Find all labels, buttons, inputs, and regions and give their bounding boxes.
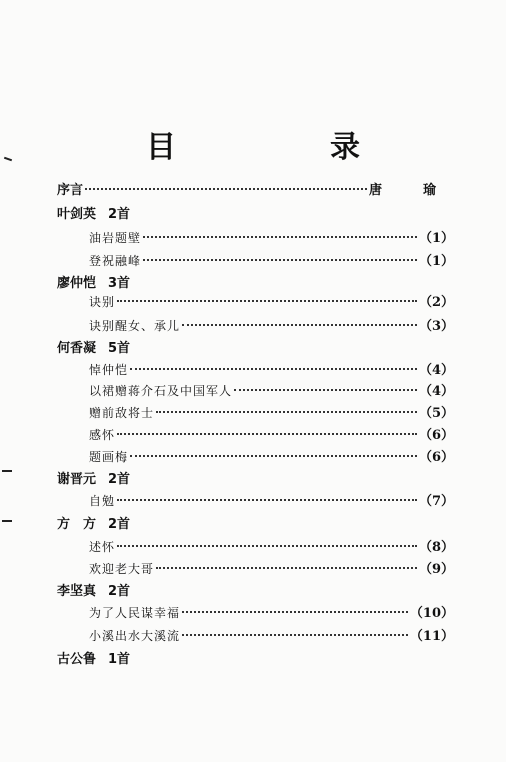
poem-entry[interactable] bbox=[89, 447, 454, 467]
scan-mark bbox=[2, 520, 12, 522]
poem-count: 5首 bbox=[108, 341, 131, 356]
leader-dots bbox=[143, 259, 417, 261]
poem-entry[interactable] bbox=[89, 491, 454, 511]
poem-entry[interactable] bbox=[89, 559, 454, 579]
page-number: （8） bbox=[418, 540, 454, 555]
poem-entry[interactable] bbox=[89, 292, 454, 312]
poem-entry[interactable] bbox=[89, 425, 454, 445]
poem-title: 自勉 bbox=[89, 494, 116, 508]
leader-dots bbox=[156, 567, 417, 569]
poem-entry[interactable] bbox=[89, 381, 454, 401]
leader-dots bbox=[85, 188, 367, 190]
poem-title: 悼仲恺 bbox=[89, 363, 129, 377]
poem-title: 为了人民谋幸福 bbox=[89, 606, 181, 620]
page-number: （10） bbox=[409, 606, 454, 621]
page-number: （2） bbox=[418, 295, 454, 310]
page-number: （7） bbox=[418, 494, 454, 509]
poem-entry[interactable] bbox=[89, 228, 454, 248]
poem-title: 登祝融峰 bbox=[89, 254, 142, 268]
poem-entry[interactable] bbox=[89, 403, 454, 423]
leader-dots bbox=[130, 455, 417, 457]
poem-count: 2首 bbox=[108, 584, 131, 599]
page-number: （5） bbox=[418, 406, 454, 421]
poem-entry[interactable] bbox=[89, 603, 454, 623]
preface-entry[interactable] bbox=[57, 181, 450, 201]
author-name: 谢晋元 bbox=[57, 472, 97, 487]
poem-title: 感怀 bbox=[89, 428, 116, 442]
author-heading bbox=[57, 515, 130, 535]
author-name: 古公鲁 bbox=[57, 652, 97, 667]
author-heading bbox=[57, 274, 130, 294]
poem-title: 述怀 bbox=[89, 540, 116, 554]
poem-title: 题画梅 bbox=[89, 450, 129, 464]
poem-entry[interactable] bbox=[89, 316, 454, 336]
leader-dots bbox=[234, 389, 417, 391]
page-number: （9） bbox=[418, 562, 454, 577]
scan-mark bbox=[2, 470, 12, 472]
poem-count: 1首 bbox=[108, 652, 131, 667]
poem-title: 以裙赠蒋介石及中国军人 bbox=[89, 384, 233, 398]
author-name: 何香凝 bbox=[57, 341, 97, 356]
page-number: （4） bbox=[418, 384, 454, 399]
leader-dots bbox=[143, 236, 417, 238]
poem-title: 小溪出水大溪流 bbox=[89, 629, 181, 643]
poem-entry[interactable] bbox=[89, 537, 454, 557]
page-number: （6） bbox=[418, 428, 454, 443]
poem-entry[interactable] bbox=[89, 251, 454, 271]
author-name: 叶剑英 bbox=[57, 207, 97, 222]
leader-dots bbox=[117, 545, 417, 547]
poem-count: 2首 bbox=[108, 472, 131, 487]
poem-entry[interactable] bbox=[89, 360, 454, 380]
page-number: （3） bbox=[418, 319, 454, 334]
poem-entry[interactable] bbox=[89, 626, 454, 646]
preface-author: 唐 瑜 bbox=[368, 183, 450, 198]
page-number: （4） bbox=[418, 363, 454, 378]
page-number: （11） bbox=[409, 629, 454, 644]
author-heading bbox=[57, 205, 130, 225]
poem-count: 3首 bbox=[108, 276, 131, 291]
author-heading bbox=[57, 582, 130, 602]
author-heading bbox=[57, 650, 130, 670]
page-number: （1） bbox=[418, 231, 454, 246]
author-heading bbox=[57, 470, 130, 490]
page-title: 目 录 bbox=[146, 130, 422, 165]
page-number: （1） bbox=[418, 254, 454, 269]
poem-count: 2首 bbox=[108, 517, 131, 532]
poem-title: 诀别醒女、承儿 bbox=[89, 319, 181, 333]
author-name: 方 方 bbox=[57, 517, 97, 532]
leader-dots bbox=[117, 433, 417, 435]
author-name: 廖仲恺 bbox=[57, 276, 97, 291]
page-number: （6） bbox=[418, 450, 454, 465]
leader-dots bbox=[182, 634, 408, 636]
leader-dots bbox=[182, 611, 408, 613]
poem-title: 油岩题壁 bbox=[89, 231, 142, 245]
poem-count: 2首 bbox=[108, 207, 131, 222]
leader-dots bbox=[130, 368, 417, 370]
poem-title: 赠前敌将士 bbox=[89, 406, 155, 420]
author-heading bbox=[57, 339, 130, 359]
leader-dots bbox=[156, 411, 417, 413]
leader-dots bbox=[117, 499, 417, 501]
poem-title: 诀别 bbox=[89, 295, 116, 309]
leader-dots bbox=[182, 324, 417, 326]
preface-label: 序言 bbox=[57, 183, 84, 198]
author-name: 李坚真 bbox=[57, 584, 97, 599]
leader-dots bbox=[117, 300, 417, 302]
poem-title: 欢迎老大哥 bbox=[89, 562, 155, 576]
